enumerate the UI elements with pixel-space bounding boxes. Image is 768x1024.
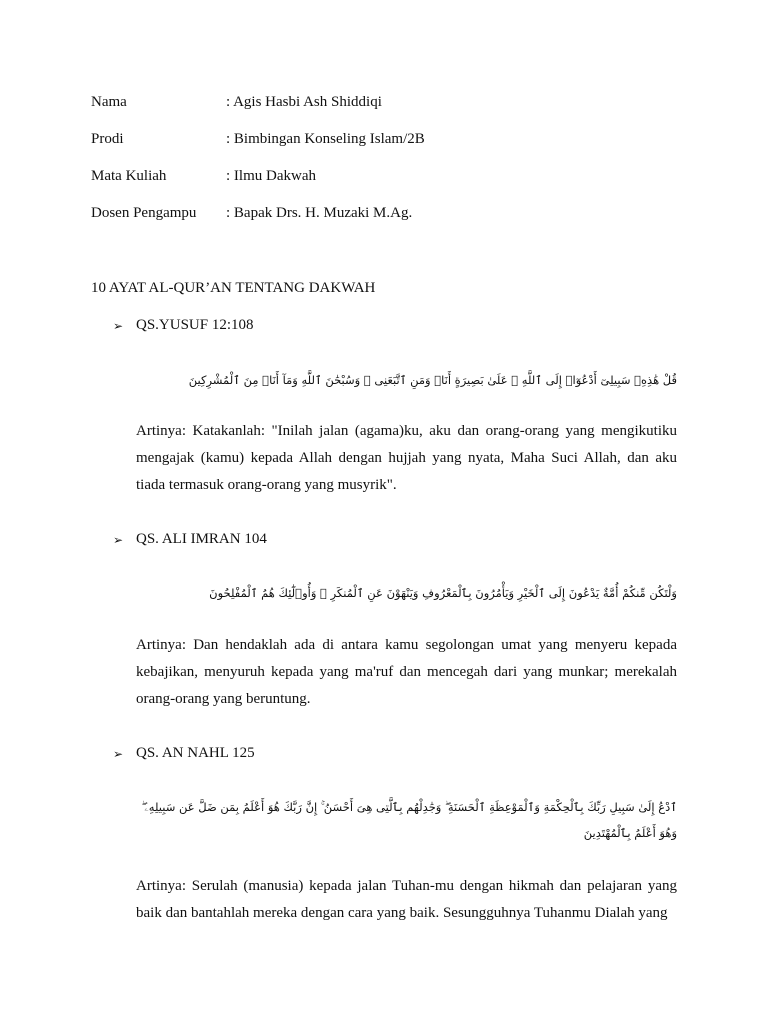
info-label: Dosen Pengampu <box>91 205 197 221</box>
arrow-bullet-icon: ➢ <box>113 319 124 333</box>
verse-translation: Artinya: Dan hendaklah ada di antara kamu segolongan umat yang menyeru kepada kebajikan, menyuruh kepada yang ma'ruf dan mencegah dari yang munkar; merekalah orang-orang yang beruntung. <box>136 637 677 707</box>
verse-translation: Artinya: Katakanlah: "Inilah jalan (agama)ku, aku dan orang-orang yang mengikutiku mengajak (kamu) kepada Allah dengan hujjah yang nyata, Maha Suci Allah, dan aku tiada termasuk orang-orang yang musyrik". <box>136 423 677 493</box>
arabic-verse: وَلْتَكُن مِّنكُمْ أُمَّةٌ يَدْعُونَ إِلَى ٱلْخَيْرِ وَيَأْمُرُونَ بِٱلْمَعْرُوفِ وَيَنْهَوْنَ عَنِ ٱلْمُنكَرِ ۚ وَأُو۟لَٰٓئِكَ هُمُ ٱلْمُفْلِحُونَ <box>209 586 677 600</box>
info-value: : Agis Hasbi Ash Shiddiqi <box>226 94 382 110</box>
verse-title: QS.YUSUF 12:108 <box>136 317 254 333</box>
info-label: Nama <box>91 94 127 110</box>
info-label: Prodi <box>91 131 124 147</box>
arrow-bullet-icon: ➢ <box>113 533 124 547</box>
arrow-bullet-icon: ➢ <box>113 747 124 761</box>
verse-title: QS. AN NAHL 125 <box>136 745 255 761</box>
verse-title: QS. ALI IMRAN 104 <box>136 531 267 547</box>
section-title: 10 AYAT AL-QUR’AN TENTANG DAKWAH <box>91 280 376 296</box>
info-label: Mata Kuliah <box>91 168 167 184</box>
arabic-verse: ٱدْعُ إِلَىٰ سَبِيلِ رَبِّكَ بِٱلْحِكْمَةِ وَٱلْمَوْعِظَةِ ٱلْحَسَنَةِ ۖ وَجَٰدِلْهُم بِٱلَّتِى هِىَ أَحْسَنُ ۚ إِنَّ رَبَّكَ هُوَ أَعْلَمُ بِمَن ضَلَّ عَن سَبِيلِهِۦ ۖ وَهُوَ أَعْلَمُ بِٱلْمُهْتَدِينَ <box>141 800 677 840</box>
verse-translation: Artinya: Serulah (manusia) kepada jalan Tuhan-mu dengan hikmah dan pelajaran yang baik dan bantahlah mereka dengan cara yang baik. Sesungguhnya Tuhanmu Dialah yang <box>136 878 677 921</box>
arabic-verse: قُلْ هَٰذِهِۦ سَبِيلِىٓ أَدْعُوٓا۟ إِلَى ٱللَّهِ ۚ عَلَىٰ بَصِيرَةٍ أَنَا۠ وَمَنِ ٱتَّبَعَنِى ۖ وَسُبْحَٰنَ ٱللَّهِ وَمَآ أَنَا۠ مِنَ ٱلْمُشْرِكِينَ <box>188 373 677 387</box>
info-value: : Ilmu Dakwah <box>226 168 316 184</box>
info-value: : Bapak Drs. H. Muzaki M.Ag. <box>226 205 413 221</box>
info-value: : Bimbingan Konseling Islam/2B <box>226 131 425 147</box>
